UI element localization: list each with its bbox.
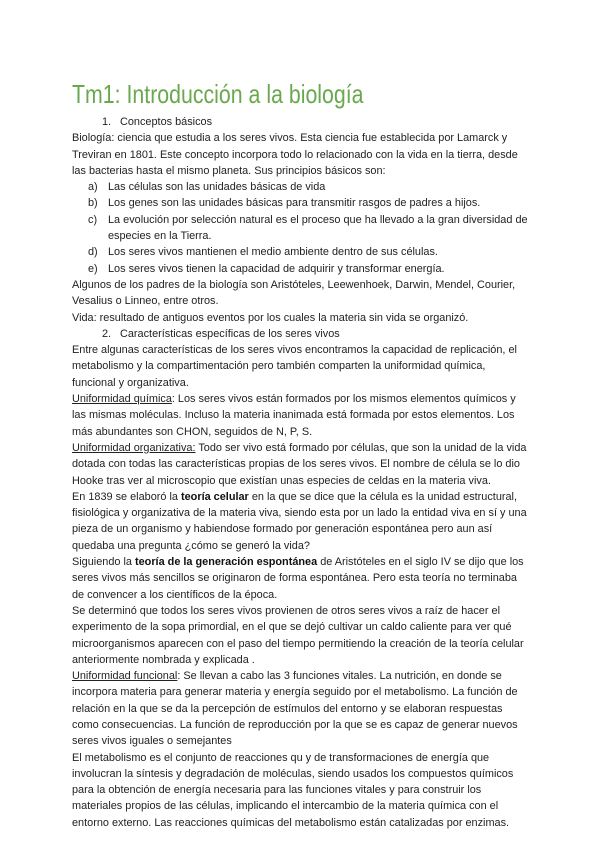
bold-term: teoría celular: [181, 490, 249, 503]
text-run: En 1839 se elaboró la: [72, 490, 181, 503]
list-item-text: Los seres vivos mantienen el medio ambiente dentro de sus células.: [108, 246, 438, 259]
list-item-text: Los genes son las unidades básicas para transmitir rasgos de padres a hijos.: [108, 197, 481, 210]
paragraph-uniformidad-quimica: [72, 391, 528, 440]
list-marker: e): [88, 262, 98, 275]
term-text: : Se llevan a cabo las 3 funciones vitales. La nutrición, en donde se incorpora materia para generar materia y energía seguido por el metabolismo. La función de relación en la que se da la percepción de estímulos del entorno y se elaboran respuestas como consecuencias. La función de reproducción por la que se es capaz de generar nuevos seres vivos iguales o semejantes: [72, 670, 518, 748]
list-marker: c): [88, 213, 98, 226]
list-item: [72, 261, 528, 277]
document-body: [72, 114, 528, 831]
term-label: Uniformidad funcional: [72, 670, 178, 683]
list-item: [72, 179, 528, 195]
list-item-text: Las células son las unidades básicas de vida: [108, 181, 326, 194]
section-number: 1.: [102, 116, 112, 128]
text-run: en la que se dice que la célula es la unidad estructural, fisiológica y organizativa de la materia viva, siendo esta por un lado la entidad viva en sí y una pieza de un organismo y habiendose formado por generación espontánea pero aun así quedaba una pregunta ¿cómo se generó la vida?: [72, 490, 527, 552]
paragraph-uniformidad-organizativa: [72, 440, 528, 489]
paragraph-teoria-celular: [72, 489, 528, 554]
text-run: de Aristóteles en el siglo IV se dijo que los seres vivos más sencillos se originaron de forma espontánea. Pero esta teoría no terminaba de convencer a los científicos de la época.: [72, 556, 524, 601]
section-title: Conceptos básicos: [120, 116, 213, 128]
list-marker: a): [88, 181, 98, 194]
list-item: [72, 212, 528, 245]
term-label: Uniformidad química: [72, 393, 172, 406]
text-run: Siguiendo la: [72, 556, 135, 569]
page-title: Tm1: Introducción a la biología: [72, 79, 364, 109]
section-heading-2: [72, 326, 528, 342]
list-item-text: Los seres vivos tienen la capacidad de adquirir y transformar energía.: [108, 262, 445, 275]
paragraph-generacion-espontanea: [72, 554, 528, 603]
list-item-text: La evolución por selección natural es el proceso que ha llevado a la gran diversidad de especies en la Tierra.: [108, 213, 528, 243]
section-number: 2.: [102, 327, 112, 340]
term-text: : Los seres vivos están formados por los mismos elementos químicos y las mismas moléculas. Incluso la materia inanimada está formada por estos elementos. Los más abundantes son CHON, seguidos de N, P, S.: [72, 393, 516, 438]
paragraph-biologia: Biología: ciencia que estudia a los seres vivos. Esta ciencia fue establecida por Lamarck y Treviran en 1801. Este concepto incorpora todo lo relacionado con la vida en la tierra, desde las bacterias hasta el mismo planeta. Sus principios básicos son:: [72, 132, 518, 177]
list-item: [72, 195, 528, 211]
list-marker: b): [88, 197, 98, 210]
paragraph-padres: Algunos de los padres de la biología son Aristóteles, Leewenhoek, Darwin, Mendel, Courier, Vesalius o Linneo, entre otros.: [72, 278, 516, 308]
paragraph-sopa-primordial: Se determinó que todos los seres vivos provienen de otros seres vivos a raíz de hacer el experimento de la sopa primordial, en el que se dejó cultivar un caldo caliente para ver qué microorganismos aparecen con el paso del tiempo permitiendo la creación de la teoría celular anteriormente nombrada y explicada .: [72, 604, 524, 666]
paragraph-caracteristicas: Entre algunas características de los seres vivos encontramos la capacidad de replicación, el metabolismo y la compartimentación pero también comparten la uniformidad química, funcional y organizativa.: [72, 344, 517, 389]
section-heading-1: [72, 114, 528, 130]
paragraph-metabolismo: El metabolismo es el conjunto de reacciones qu y de transformaciones de energía que involucran la síntesis y degradación de moléculas, siendo usados los compuestos químicos para la obtención de energía necesaria para las funciones vitales y para construir los materiales propios de las células, implicando el intercambio de la materia química con el entorno externo. Las reacciones químicas del metabolismo están catalizadas por enzimas.: [72, 751, 514, 829]
list-item: [72, 244, 528, 260]
term-label: Uniformidad organizativa:: [72, 441, 196, 454]
term-text: Todo ser vivo está formado por células, que son la unidad de la vida dotada con todas las características propias de los seres vivos. El nombre de célula se lo dio Hooke tras ver al microscopio que existían unas especies de celdas en la materia viva.: [72, 441, 527, 487]
bold-term: teoría de la generación espontánea: [134, 556, 318, 569]
section-title: Características específicas de los seres vivos: [120, 327, 340, 340]
list-marker: d): [88, 246, 98, 259]
paragraph-uniformidad-funcional: [72, 668, 528, 749]
paragraph-vida: Vida: resultado de antiguos eventos por los cuales la materia sin vida se organizó.: [72, 311, 469, 324]
